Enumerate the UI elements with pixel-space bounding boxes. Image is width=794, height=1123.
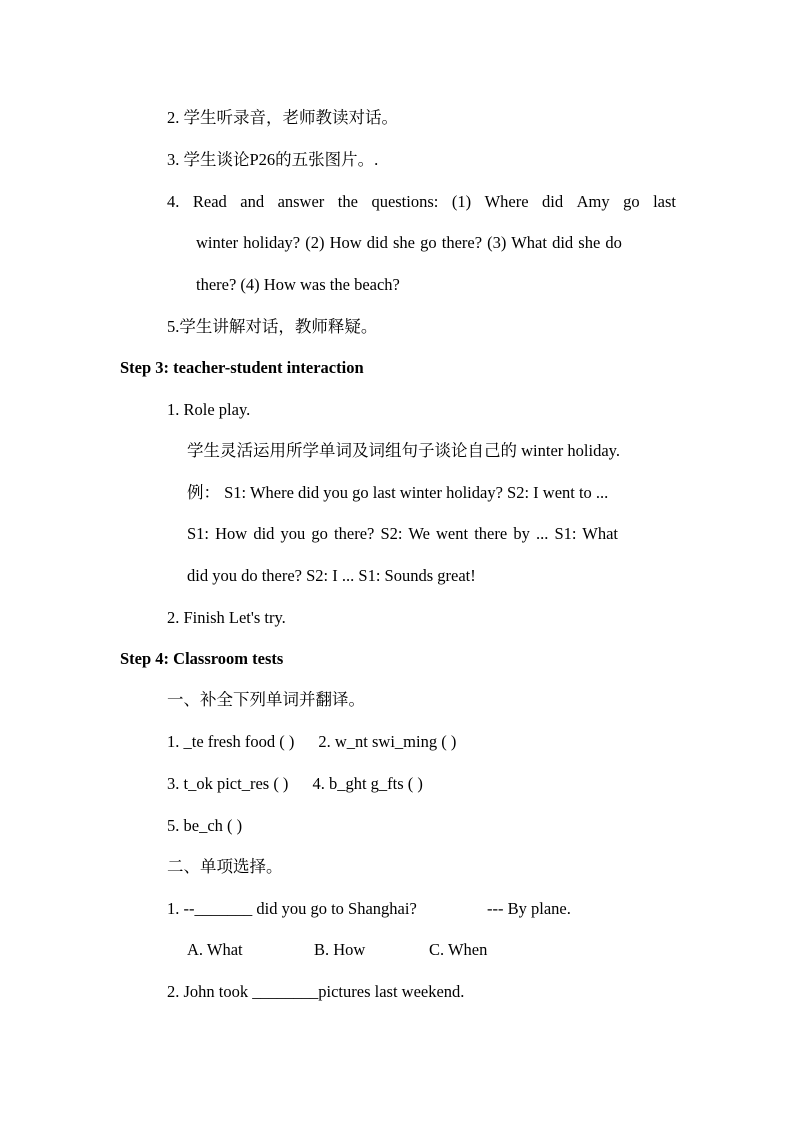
step3-paragraph-line-4: did you do there? S2: I ... S1: Sounds great! [187,566,476,585]
test-q5: 5. be_ch ( ) [167,816,243,835]
step3-item-2: 2. Finish Let's try. [167,608,286,627]
test-q1-row [167,732,456,752]
test-q3: 3. t_ok pict_res ( ) [167,774,289,793]
item4-line1-word: last [653,192,676,211]
item4-line1-word: Read [192,192,227,211]
test-q4: 4. b_ght g_fts ( ) [312,774,423,793]
step2-item-4-line-1 [167,192,676,212]
step4-heading: Step 4: Classroom tests [120,649,284,668]
mc-option-a: A. What [187,940,243,959]
mc-question-1-answer: --- By plane. [487,899,571,918]
step2-item-4-line-2: winter holiday? (2) How did she go there? (3) What did she do [196,233,622,252]
step3-paragraph-line-2: 例： S1: Where did you go last winter holiday? S2: I went to ... [187,483,609,502]
test-section-1-title: 一、补全下列单词并翻译。 [167,690,365,709]
item4-line1-word: and [240,192,265,211]
step2-item-4-line-3: there? (4) How was the beach? [196,275,400,294]
test-q2: 2. w_nt swi_ming ( ) [318,732,457,751]
step2-item-2: 2. 学生听录音，老师教读对话。 [167,108,398,127]
item4-line1-word: did [542,192,564,211]
mc-option-b: B. How [314,940,366,959]
test-q1: 1. _te fresh food ( ) [167,732,295,751]
step3-heading: Step 3: teacher-student interaction [120,358,364,377]
step3-paragraph-line-3: S1: How did you go there? S2: We went there by ... S1: What [187,524,619,543]
item4-line1-word: questions: [371,192,439,211]
test-section-2-title: 二、单项选择。 [167,857,283,876]
item4-line1-word: 4. [167,192,180,211]
step3-paragraph-line-1: 学生灵活运用所学单词及词组句子谈论自己的 winter holiday. [187,441,620,460]
step2-item-3: 3. 学生谈论P26的五张图片。. [167,150,379,169]
item4-line1-word: (1) [451,192,472,211]
mc-option-c: C. When [429,940,488,959]
step3-item-1: 1. Role play. [167,400,251,419]
item4-line1-word: Amy [576,192,610,211]
item4-line1-word: go [623,192,640,211]
step2-item-5: 5.学生讲解对话，教师释疑。 [167,317,378,336]
item4-line1-word: the [337,192,358,211]
mc-question-1: 1. --_______ did you go to Shanghai? [167,899,417,918]
item4-line1-word: answer [277,192,325,211]
test-q3-row [167,774,423,794]
item4-line1-word: Where [484,192,529,211]
mc-question-2: 2. John took ________pictures last weekend. [167,982,465,1001]
